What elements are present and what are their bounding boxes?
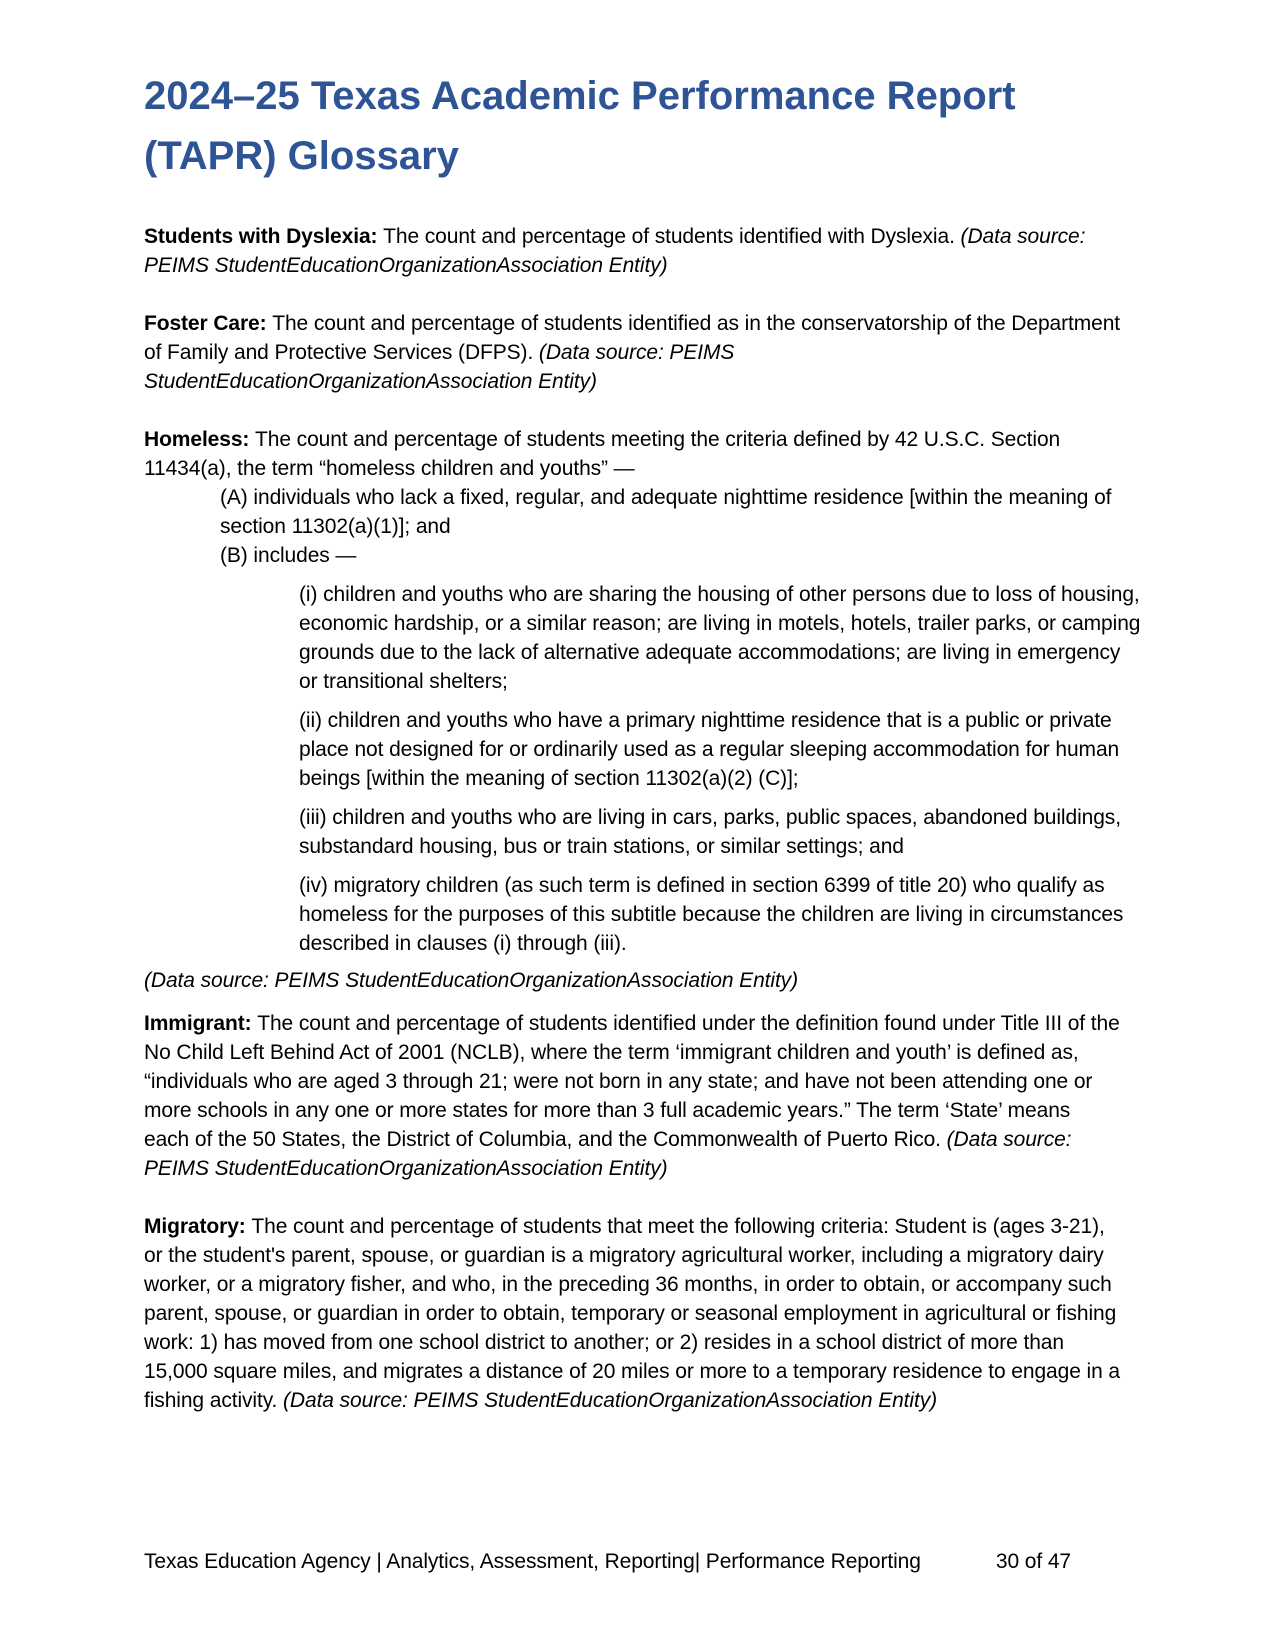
term-label: Foster Care: [144, 312, 273, 335]
definition-text: The count and percentage of students identified as in the conservatorship of the Department of Family and Protective Services (DFPS). [144, 312, 1121, 364]
glossary-paragraph-migratory [144, 1212, 1121, 1415]
data-source-note: (Data source: PEIMS StudentEducationOrganizationAssociation Entity) [283, 1389, 938, 1412]
page-title-line-1: 2024–25 Texas Academic Performance Report [144, 74, 1016, 118]
glossary-paragraph-homeless-item-iii [299, 803, 1144, 861]
glossary-paragraph-homeless-item-ii [299, 706, 1144, 793]
definition-text: The count and percentage of students meeting the criteria defined by 42 U.S.C. Section 11434(a), the term “homeless children and youths” — [144, 428, 1061, 480]
glossary-paragraph-foster-care [144, 309, 1121, 396]
definition-text: The count and percentage of students identified with Dyslexia. [383, 225, 961, 248]
document-body [144, 222, 1141, 1415]
definition-text: (ii) children and youths who have a primary nighttime residence that is a public or private place not designed for or ordinarily used as a regular sleeping accommodation for human beings [within the meaning of section 11302(a)(2) (C)]; [299, 709, 1120, 790]
glossary-paragraph-homeless-item-iv [299, 871, 1144, 958]
glossary-paragraph-homeless-item-i [299, 580, 1144, 696]
glossary-paragraph-immigrant [144, 1009, 1121, 1183]
term-label: Immigrant: [144, 1012, 258, 1035]
definition-text: (iv) migratory children (as such term is defined in section 6399 of title 20) who qualify as homeless for the purposes of this subtitle because the children are living in circumstances described in clauses (i) through (iii). [299, 874, 1124, 955]
footer-left-text: Texas Education Agency | Analytics, Assessment, Reporting| Performance Reporting [144, 1550, 921, 1573]
glossary-paragraph-students-with-dyslexia [144, 222, 1121, 280]
definition-text: (A) individuals who lack a fixed, regular, and adequate nighttime residence [within the meaning of section 11302(a)(1)]; and [220, 486, 1112, 538]
definition-text: The count and percentage of students that meet the following criteria: Student is (ages 3-21), or the student's parent, spouse, or guardian is a migratory agricultural worker, including a migratory dairy worker, or a migratory fisher, and who, in the preceding 36 months, in order to obtain, or accompany such parent, spouse, or guardian in order to obtain, temporary or seasonal employment in agricultural or fishing work: 1) has moved from one school district to another; or 2) resides in a school district of more than 15,000 square miles, and migrates a distance of 20 miles or more to a temporary residence to engage in a fishing activity. [144, 1215, 1120, 1412]
definition-text: The count and percentage of students identified under the definition found under Title III of the No Child Left Behind Act of 2001 (NCLB), where the term ‘immigrant children and youth’ is defined as, “individuals who are aged 3 through 21; were not born in any state; and have not been attending one or more schools in any one or more states for more than 3 full academic years.” The term ‘State’ means each of the 50 States, the District of Columbia, and the Commonwealth of Puerto Rico. [144, 1012, 1120, 1151]
footer-page-number: 30 of 47 [995, 1550, 1071, 1573]
definition-text: (B) includes — [220, 544, 357, 567]
page-content [144, 66, 1141, 1415]
glossary-paragraph-homeless [144, 425, 1121, 483]
term-label: Migratory: [144, 1215, 252, 1238]
glossary-paragraph-homeless-datasource [144, 966, 1121, 995]
definition-text: (i) children and youths who are sharing the housing of other persons due to loss of housing, economic hardship, or a similar reason; are living in motels, hotels, trailer parks, or camping grounds due to the lack of alternative adequate accommodations; are living in emergency or transitional shelters; [299, 583, 1141, 693]
data-source-note: (Data source: PEIMS StudentEducationOrganizationAssociation Entity) [144, 969, 798, 992]
page-title [144, 66, 1121, 186]
glossary-paragraph-homeless-item-a [220, 483, 1121, 541]
term-label: Students with Dyslexia: [144, 225, 384, 248]
data-source-note: (Data source: PEIMS StudentEducationOrganizationAssociation Entity) [144, 341, 735, 393]
term-label: Homeless: [144, 428, 256, 451]
page-footer [144, 1548, 1119, 1576]
data-source-note: (Data source: PEIMS StudentEducationOrganizationAssociation Entity) [144, 225, 1086, 277]
definition-text: (iii) children and youths who are living in cars, parks, public spaces, abandoned buildings, substandard housing, bus or train stations, or similar settings; and [299, 806, 1121, 858]
glossary-paragraph-homeless-item-b [220, 541, 1121, 570]
page-title-line-2: (TAPR) Glossary [144, 134, 459, 178]
data-source-note: (Data source: PEIMS StudentEducationOrganizationAssociation Entity) [144, 1128, 1072, 1180]
